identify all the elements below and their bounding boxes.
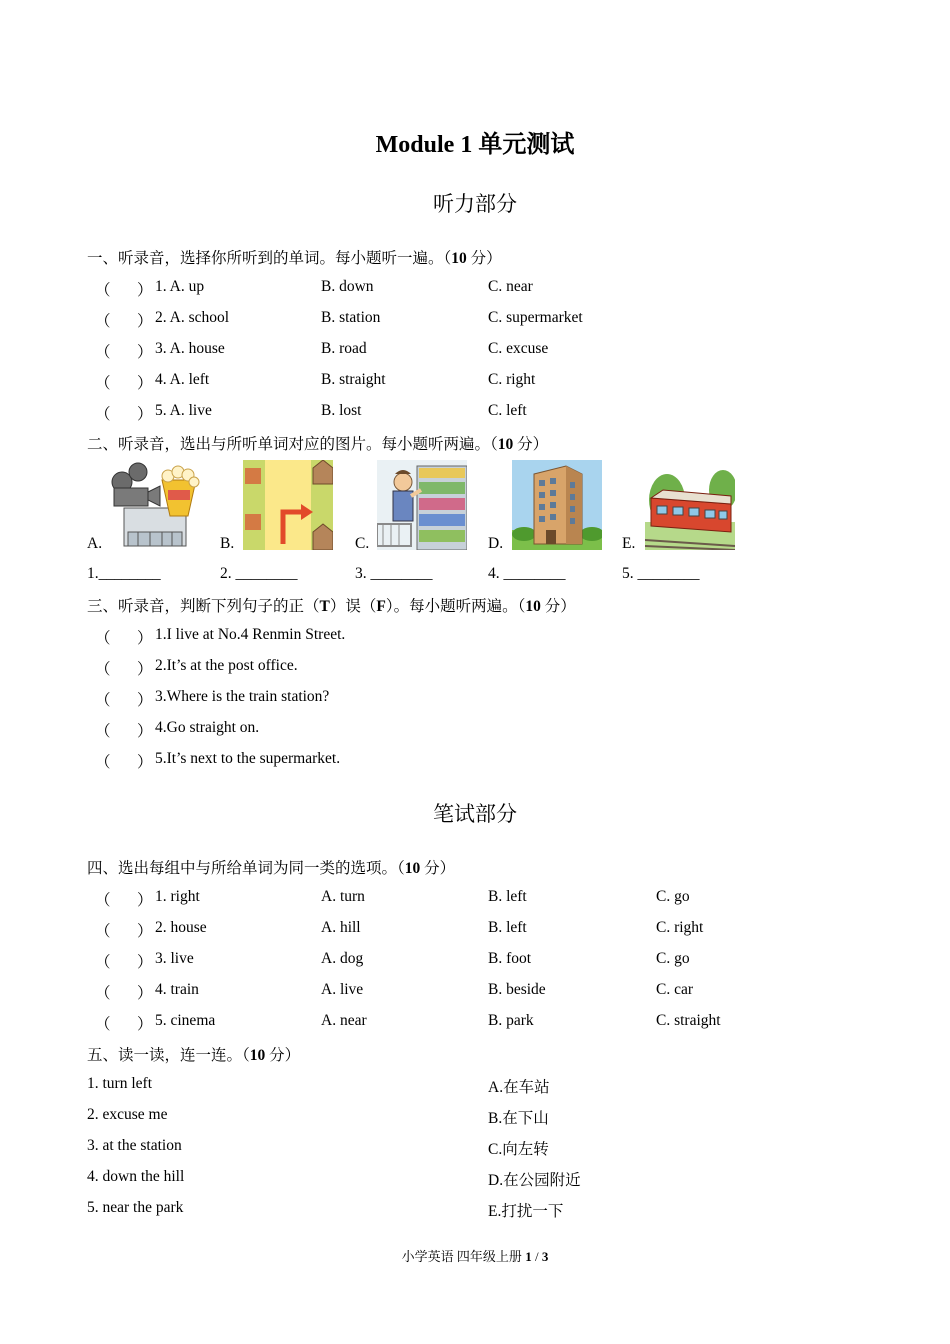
option-b: B. left — [488, 919, 527, 936]
part3-statement-3 — [87, 688, 887, 710]
answer-paren-close: ） — [137, 1016, 153, 1033]
answer-paren-close: ） — [137, 282, 153, 299]
answer-paren-open: （ — [95, 630, 111, 647]
match-right-a[interactable]: A.在车站 — [488, 1079, 550, 1096]
option-a: A. dog — [321, 950, 364, 967]
supermarket-icon — [377, 460, 467, 550]
part1-question-2 — [87, 309, 887, 331]
answer-paren-close: ） — [137, 754, 153, 771]
answer-paren-close: ） — [137, 892, 153, 909]
answer-paren-open: （ — [95, 282, 111, 299]
option-c: C. go — [656, 950, 690, 967]
page-title: Module 1 单元测试 — [375, 132, 575, 158]
option-b: B. straight — [321, 371, 386, 388]
train-icon — [645, 460, 735, 550]
answer-blank-4[interactable]: 4. ________ — [488, 565, 566, 582]
option-c: C. straight — [656, 1012, 721, 1029]
part4-question-5 — [87, 1012, 887, 1034]
answer-paren-close: ） — [137, 344, 153, 361]
statement-text: 5.It’s next to the supermarket. — [155, 750, 341, 767]
answer-paren-close: ） — [137, 923, 153, 940]
part3-statement-4 — [87, 719, 887, 741]
cinema-icon — [108, 460, 198, 550]
answer-paren-open: （ — [95, 985, 111, 1002]
picture-label-a: A. — [87, 535, 103, 552]
option-b: B. road — [321, 340, 367, 357]
answer-paren-open: （ — [95, 1016, 111, 1033]
answer-paren-close: ） — [137, 954, 153, 971]
option-a: A. hill — [321, 919, 361, 936]
answer-paren-open: （ — [95, 754, 111, 771]
option-b: B. park — [488, 1012, 534, 1029]
part1-question-1 — [87, 278, 887, 300]
option-c: C. near — [488, 278, 533, 295]
part3-statement-1 — [87, 626, 887, 648]
answer-paren-open: （ — [95, 344, 111, 361]
answer-paren-open: （ — [95, 375, 111, 392]
statement-text: 1.I live at No.4 Renmin Street. — [155, 626, 346, 643]
question-text: 1. A. up — [155, 278, 205, 295]
picture-label-d: D. — [488, 535, 504, 552]
option-c: C. go — [656, 888, 690, 905]
question-text: 5. A. live — [155, 402, 212, 419]
answer-blank-1[interactable]: 1.________ — [87, 565, 161, 582]
answer-paren-close: ） — [137, 375, 153, 392]
part4-question-4 — [87, 981, 887, 1003]
answer-paren-open: （ — [95, 313, 111, 330]
answer-paren-close: ） — [137, 985, 153, 1002]
option-b: B. beside — [488, 981, 546, 998]
answer-blank-5[interactable]: 5. ________ — [622, 565, 700, 582]
answer-blank-2[interactable]: 2. ________ — [220, 565, 298, 582]
part4-question-1 — [87, 888, 887, 910]
option-b: B. foot — [488, 950, 532, 967]
question-text: 2. A. school — [155, 309, 230, 326]
part4-question-3 — [87, 950, 887, 972]
option-b: B. left — [488, 888, 527, 905]
option-c: C. right — [656, 919, 704, 936]
match-right-e[interactable]: E.打扰一下 — [488, 1203, 564, 1220]
part1-heading: 一、听录音，选择你所听到的单词。每小题听一遍。（10 分） — [87, 250, 502, 267]
picture-label-b: B. — [220, 535, 235, 552]
part3-statement-5 — [87, 750, 887, 772]
listening-section-title: 听力部分 — [433, 192, 517, 216]
answer-paren-open: （ — [95, 406, 111, 423]
answer-paren-close: ） — [137, 313, 153, 330]
answer-paren-open: （ — [95, 892, 111, 909]
match-right-d[interactable]: D.在公园附近 — [488, 1172, 581, 1189]
question-word: 3. live — [155, 950, 194, 967]
match-right-c[interactable]: C.向左转 — [488, 1141, 549, 1158]
statement-text: 4.Go straight on. — [155, 719, 260, 736]
writing-section-title: 笔试部分 — [433, 802, 517, 826]
part3-heading: 三、听录音，判断下列句子的正（T）误（F）。每小题听两遍。（10 分） — [87, 598, 576, 615]
match-left-5[interactable]: 5. near the park — [87, 1199, 184, 1216]
part5-heading: 五、读一读，连一连。（10 分） — [87, 1047, 301, 1064]
match-left-2[interactable]: 2. excuse me — [87, 1106, 168, 1123]
part1-question-5 — [87, 402, 887, 424]
question-text: 4. A. left — [155, 371, 210, 388]
option-a: A. near — [321, 1012, 367, 1029]
answer-paren-open: （ — [95, 661, 111, 678]
answer-paren-open: （ — [95, 954, 111, 971]
option-b: B. down — [321, 278, 374, 295]
picture-label-e: E. — [622, 535, 636, 552]
answer-paren-open: （ — [95, 923, 111, 940]
question-word: 2. house — [155, 919, 207, 936]
answer-paren-close: ） — [137, 406, 153, 423]
statement-text: 3.Where is the train station? — [155, 688, 330, 705]
question-word: 5. cinema — [155, 1012, 216, 1029]
option-c: C. supermarket — [488, 309, 583, 326]
option-c: C. excuse — [488, 340, 549, 357]
part4-question-2 — [87, 919, 887, 941]
part2-heading: 二、听录音，选出与所听单词对应的图片。每小题听两遍。（10 分） — [87, 436, 549, 453]
question-word: 4. train — [155, 981, 199, 998]
option-a: A. live — [321, 981, 364, 998]
match-right-b[interactable]: B.在下山 — [488, 1110, 549, 1127]
option-c: C. car — [656, 981, 694, 998]
match-left-1[interactable]: 1. turn left — [87, 1075, 152, 1092]
match-left-3[interactable]: 3. at the station — [87, 1137, 182, 1154]
answer-paren-close: ） — [137, 630, 153, 647]
picture-label-c: C. — [355, 535, 370, 552]
question-text: 3. A. house — [155, 340, 225, 357]
answer-paren-close: ） — [137, 692, 153, 709]
option-b: B. lost — [321, 402, 362, 419]
option-c: C. left — [488, 402, 527, 419]
answer-paren-close: ） — [137, 661, 153, 678]
part1-question-4 — [87, 371, 887, 393]
statement-text: 2.It’s at the post office. — [155, 657, 298, 674]
option-c: C. right — [488, 371, 536, 388]
option-b: B. station — [321, 309, 381, 326]
turn-right-map-icon — [243, 460, 333, 550]
answer-blank-3[interactable]: 3. ________ — [355, 565, 433, 582]
part3-statement-2 — [87, 657, 887, 679]
page-footer: 小学英语 四年级上册 1 / 3 — [401, 1249, 549, 1264]
answer-paren-close: ） — [137, 723, 153, 740]
option-a: A. turn — [321, 888, 365, 905]
match-left-4[interactable]: 4. down the hill — [87, 1168, 185, 1185]
building-icon — [512, 460, 602, 550]
answer-paren-open: （ — [95, 723, 111, 740]
part4-heading: 四、选出每组中与所给单词为同一类的选项。（10 分） — [87, 860, 456, 877]
question-word: 1. right — [155, 888, 200, 905]
answer-paren-open: （ — [95, 692, 111, 709]
part1-question-3 — [87, 340, 887, 362]
